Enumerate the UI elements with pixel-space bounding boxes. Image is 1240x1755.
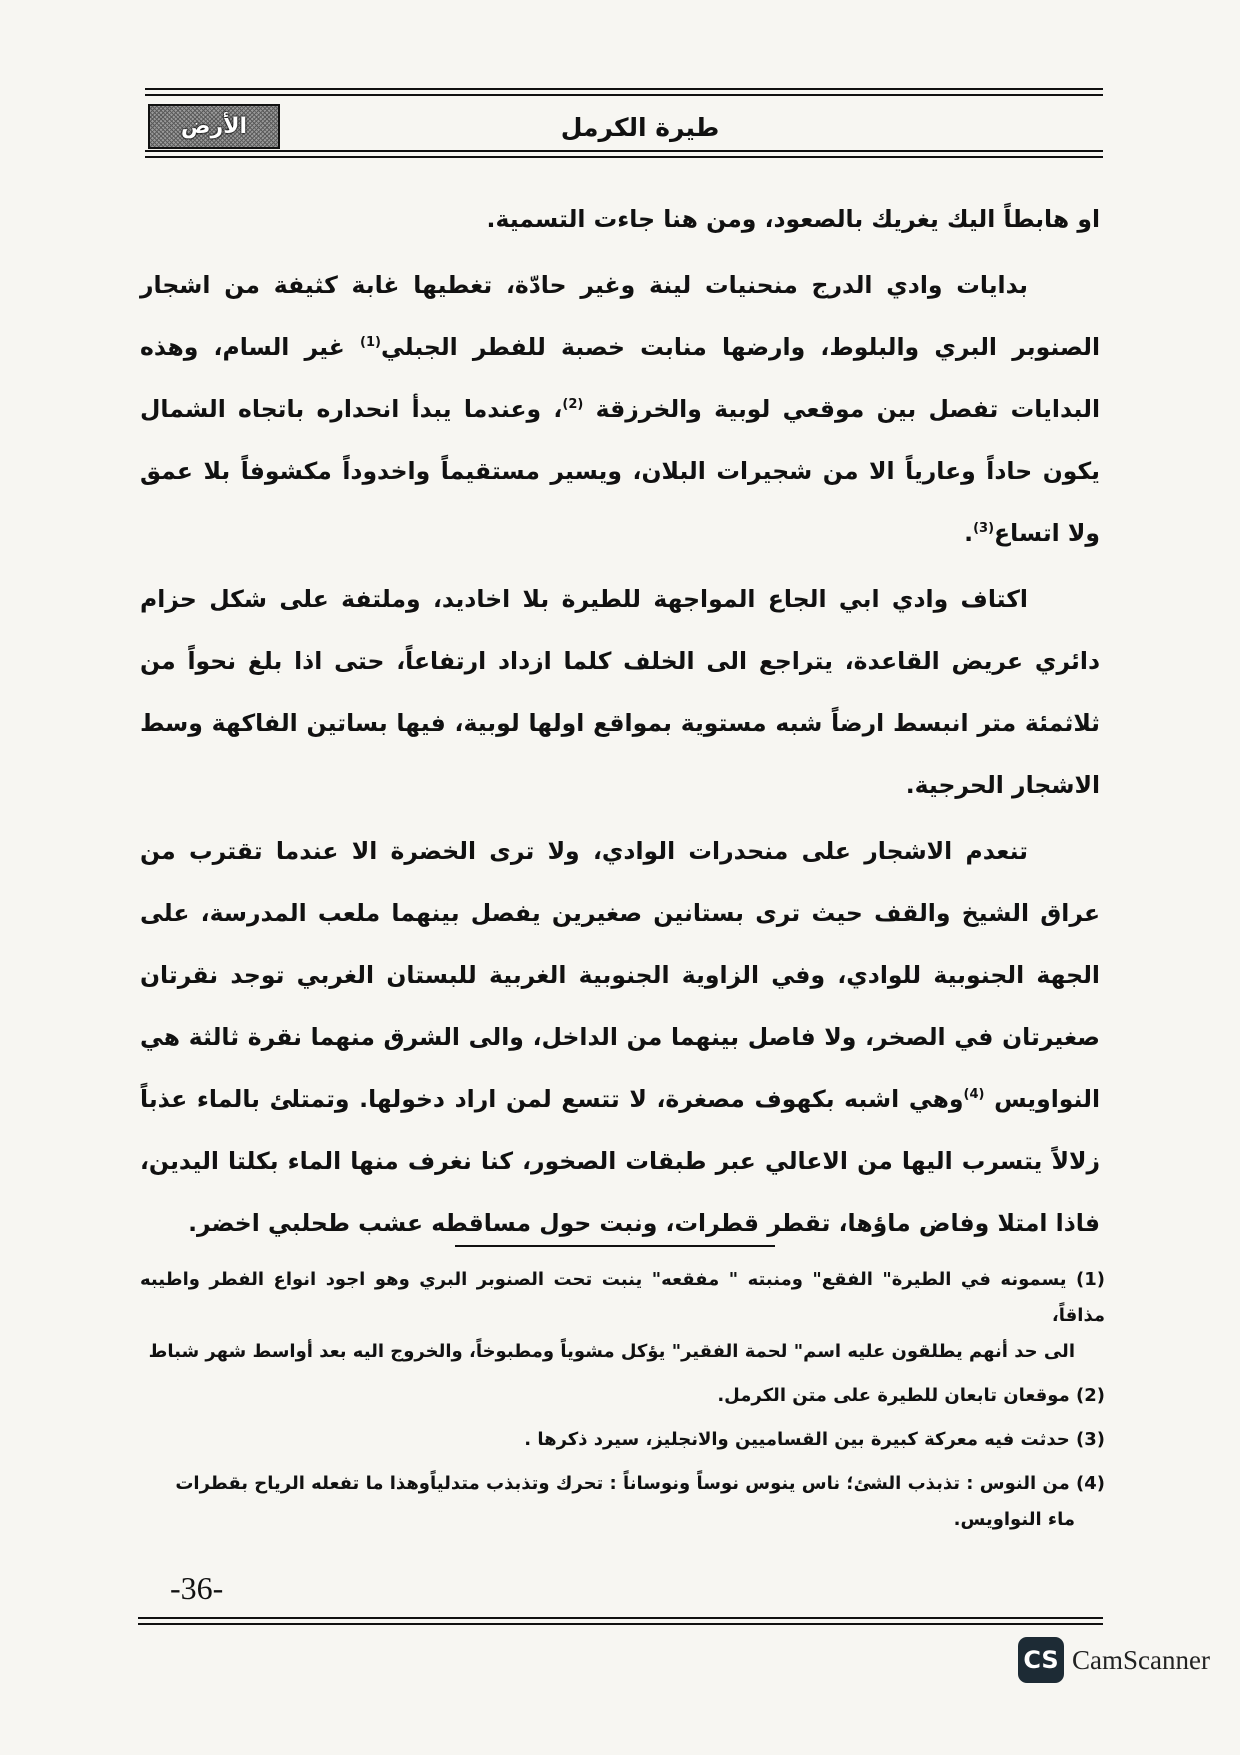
footnote-1: [140, 1262, 1105, 1370]
section-label: الأرض: [180, 113, 248, 139]
footnote-line: (4) من النوس : تذبذب الشئ؛ ناس ينوس نوساً ونوساناً : تحرك وتذبذب متدلياًوهذا ما تفعله الرياح بقطرات: [175, 1473, 1105, 1494]
header-rule-top: [145, 88, 1103, 90]
footnote-2: (2) موقعان تابعان للطيرة على متن الكرمل.: [717, 1385, 1105, 1406]
footnote-separator: [455, 1245, 775, 1247]
header-rule-top-2: [145, 94, 1103, 96]
running-title: طيرة الكرمل: [560, 112, 720, 142]
footnote-ref: (3): [973, 521, 995, 537]
paragraph-text: غير السام، وهذه البدايات تفصل بين موقعي لوبية والخرزقة: [140, 333, 1101, 423]
paragraph-text: بدايات وادي الدرج منحنيات لينة وغير حادّة، تغطيها غابة كثيفة من اشجار الصنوبر البري والبلوط، وارضها منابت خصبة للفطر الجبلي: [140, 271, 1100, 361]
footer-rule: [138, 1617, 1103, 1619]
paragraph: [140, 820, 1100, 1254]
paragraph-text: .: [964, 519, 974, 547]
camscanner-label: CamScanner: [1072, 1645, 1210, 1675]
paragraph-text: تنعدم الاشجار على منحدرات الوادي، ولا ترى الخضرة الا عندما تقترب من عراق الشيخ والقف حيث ترى بستانين صغيرين يفصل بينهما ملعب المدرسة، على الجهة الجنوبية للوادي، وفي الزاوية الجنوبية الغربية للبستان الغربي توجد نقرتان صغيرتان في الصخر، ولا فاصل بينهما من الداخل، والى الشرق منهما نقرة ثالثة هي النواويس: [140, 837, 1101, 1113]
header-rule-bottom: [145, 150, 1103, 152]
body-text: [140, 188, 1100, 1258]
footnote-3: (3) حدثت فيه معركة كبيرة بين القساميين والانجليز، سيرد ذكرها .: [524, 1429, 1105, 1450]
header-rule-bottom-2: [145, 156, 1103, 158]
paragraph-text: ، وعندما يبدأ انحداره باتجاه الشمال يكون حاداً وعارياً الا من شجيرات البلان، ويسير مستقيماً واخدوداً مكشوفاً بلا عمق ولا اتساع: [140, 395, 1100, 547]
footnote-ref: (4): [963, 1087, 985, 1103]
footnote-line: الى حد أنهم يطلقون عليه اسم" لحمة الفقير" يؤكل مشوياً ومطبوخاً، والخروج اليه بعد أواسط شهر شباط: [148, 1341, 1075, 1362]
footnote-line: (1) يسمونه في الطيرة" الفقع" ومنبته " مفقعه" ينبت تحت الصنوبر البري وهو اجود انواع الفطر واطيبه مذاقاً،: [140, 1269, 1105, 1326]
page-number: -36-: [170, 1570, 224, 1606]
footnote-ref: (2): [562, 397, 584, 413]
footnotes: [140, 1262, 1105, 1546]
footnote-4: [140, 1466, 1105, 1538]
camscanner-logo-icon: CS: [1018, 1637, 1064, 1683]
paragraph: [140, 254, 1100, 564]
paragraph: [140, 568, 1100, 816]
footnote-line: ماء النواويس.: [953, 1509, 1075, 1530]
paragraph: [140, 188, 1100, 250]
paragraph-text: وهي اشبه بكهوف مصغرة، لا تتسع لمن اراد دخولها. وتمتلئ بالماء عذباً زلالاً يتسرب اليها من الاعالي عبر طبقات الصخور، كنا نغرف منها الماء بكلتا اليدين، فاذا امتلا وفاض ماؤها، تقطر قطرات، ونبت حول مساقطه عشب طحلبي اخضر.: [140, 1085, 1100, 1237]
paragraph-text: اكتاف وادي ابي الجاع المواجهة للطيرة بلا اخاديد، وملتفة على شكل حزام دائري عريض القاعدة، يتراجع الى الخلف كلما ازداد ارتفاعاً، حتى اذا بلغ نحواً من ثلاثمئة متر انبسط ارضاً شبه مستوية بمواقع اولها لوبية، فيها بساتين الفاكهة وسط الاشجار الحرجية.: [140, 585, 1100, 799]
footer-rule-2: [138, 1623, 1103, 1625]
footnote-ref: (1): [360, 335, 381, 351]
paragraph-text: او هابطاً اليك يغريك بالصعود، ومن هنا جاءت التسمية.: [486, 205, 1100, 233]
